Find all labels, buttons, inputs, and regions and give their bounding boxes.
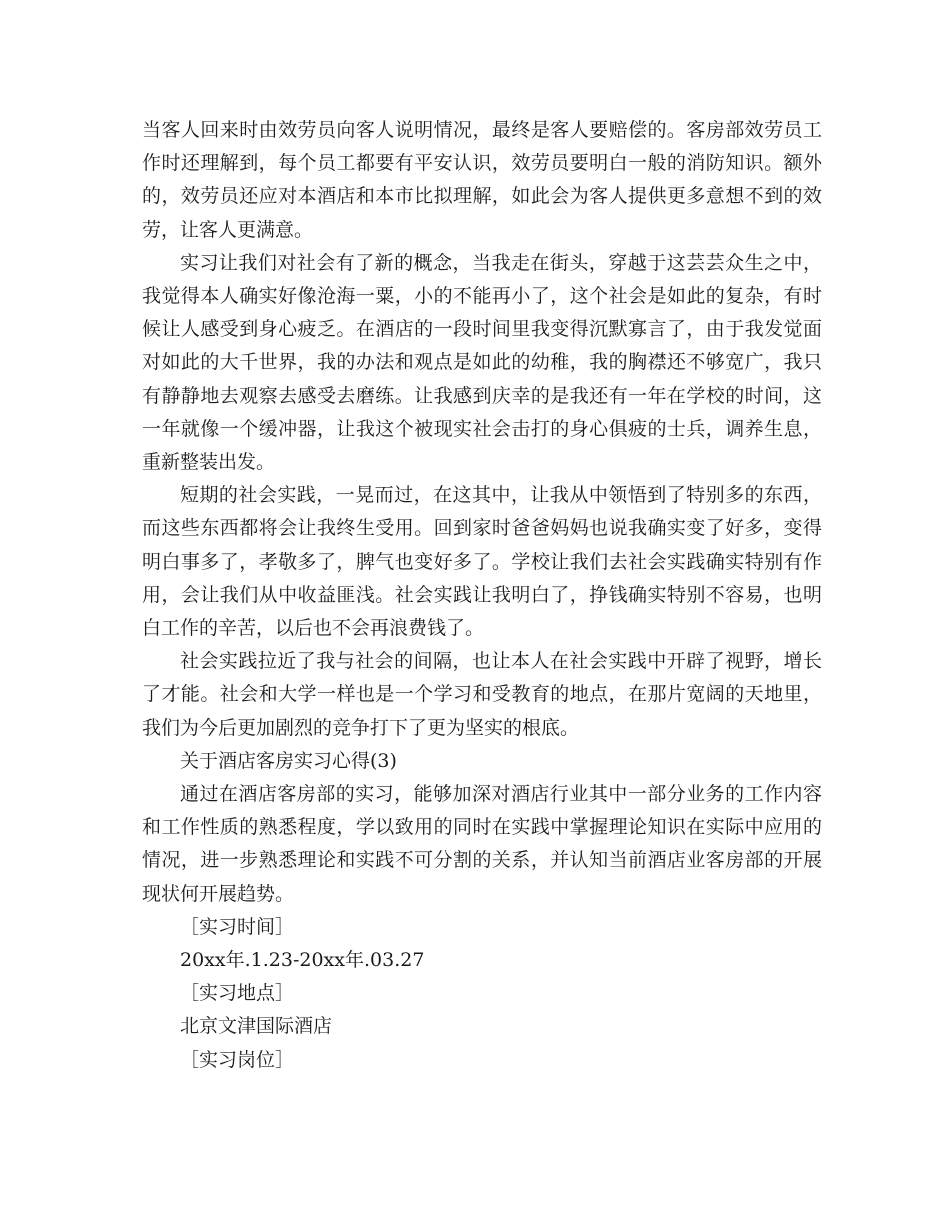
document-body [142, 114, 822, 1077]
label-internship-position: ［实习岗位］ [180, 1048, 295, 1071]
label-internship-time: ［实习时间］ [180, 915, 295, 938]
paragraph-society-concept: 实习让我们对社会有了新的概念，当我走在街头，穿越于这芸芸众生之中，我觉得本人确实好像沧海一粟，小的不能再小了，这个社会是如此的复杂，有时候让人感受到身心疲乏。在酒店的一段时间里我变得沉默寡言了，由于我发觉面对如此的大千世界，我的办法和观点是如此的幼稚，我的胸襟还不够宽广，我只有静静地去观察去感受去磨练。让我感到庆幸的是我还有一年在学校的时间，这一年就像一个缓冲器，让我这个被现实社会击打的身心俱疲的士兵，调养生息，重新整装出发。 [142, 251, 822, 474]
paragraph-continuation: 当客人回来时由效劳员向客人说明情况，最终是客人要赔偿的。客房部效劳员工作时还理解到，每个员工都要有平安认识，效劳员要明白一般的消防知识。额外的，效劳员还应对本酒店和本市比拟理解，如此会为客人提供更多意想不到的效劳，让客人更满意。 [142, 119, 822, 241]
paragraph-practice-distance: 社会实践拉近了我与社会的间隔，也让本人在社会实践中开辟了视野，增长了才能。社会和大学一样也是一个学习和受教育的地点，在那片宽阔的天地里，我们为今后更加剧烈的竞争打下了更为坚实的根底。 [142, 650, 822, 739]
value-internship-location: 北京文津国际酒店 [180, 1015, 333, 1038]
paragraph-short-practice: 短期的社会实践，一晃而过，在这其中，让我从中领悟到了特别多的东西，而这些东西都将会让我终生受用。回到家时爸爸妈妈也说我确实变了好多，变得明白事多了，孝敬多了，脾气也变好多了。学校让我们去社会实践确实特别有作用，会让我们从中收益匪浅。社会实践让我明白了，挣钱确实特别不容易，也明白工作的辛苦，以后也不会再浪费钱了。 [142, 484, 822, 640]
paragraph-intro: 通过在酒店客房部的实习，能够加深对酒店行业其中一部分业务的工作内容和工作性质的熟悉程度，学以致用的同时在实践中掌握理论知识在实际中应用的情况，进一步熟悉理论和实践不可分割的关系，并认知当前酒店业客房部的开展现状何开展趋势。 [142, 783, 822, 905]
value-internship-time: 20xx年.1.23-20xx年.03.27 [180, 949, 425, 972]
section-heading: 关于酒店客房实习心得(3) [180, 749, 397, 772]
label-internship-location: ［实习地点］ [180, 982, 295, 1005]
